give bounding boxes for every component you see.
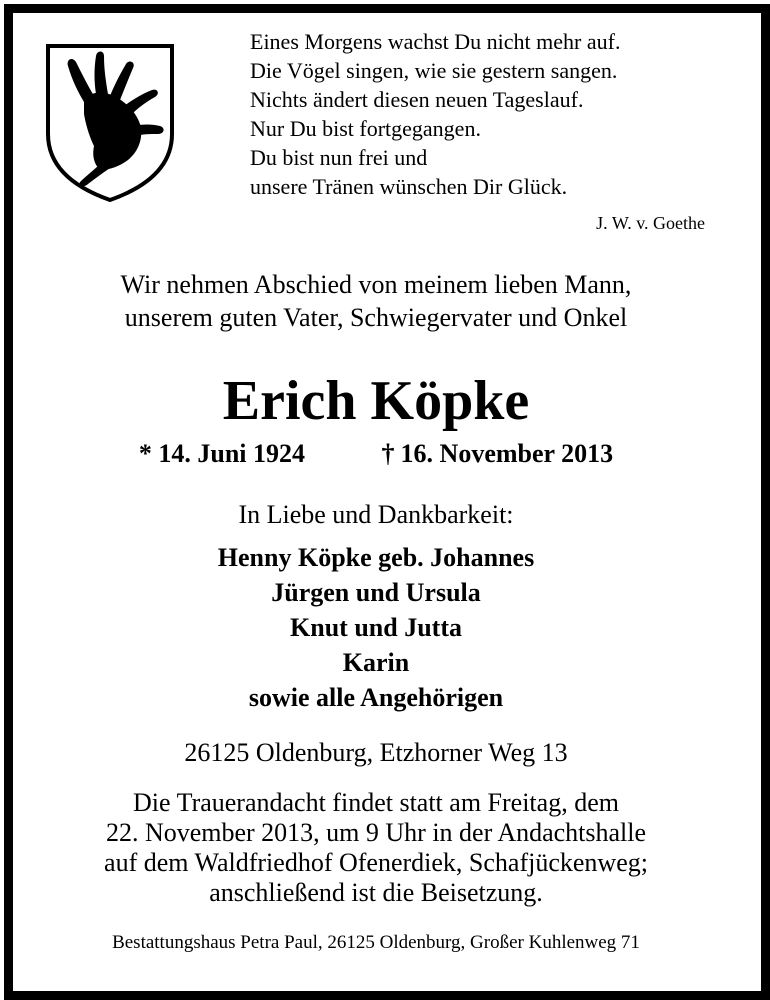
poem-author: J. W. v. Goethe (596, 213, 705, 233)
intro-line: Wir nehmen Abschied von meinem lieben Mann, (120, 270, 632, 299)
poem-line: Du bist nun frei und (250, 145, 428, 170)
poem-line: unsere Tränen wünschen Dir Glück. (250, 174, 568, 199)
mourner-name: Karin (342, 648, 410, 677)
service-line: auf dem Waldfriedhof Ofenerdiek, Schafjückenweg; (104, 848, 648, 877)
mourner-name: sowie alle Angehörigen (248, 683, 504, 712)
mourners-list (0, 540, 752, 715)
life-dates (0, 438, 752, 470)
poem-line: Eines Morgens wachst Du nicht mehr auf. (250, 29, 621, 54)
deceased-name: Erich Köpke (222, 370, 530, 432)
farewell-intro (0, 268, 752, 334)
service-info (0, 788, 752, 908)
cross-icon: † (381, 439, 395, 468)
service-line: 22. November 2013, um 9 Uhr in der Andachtshalle (105, 818, 647, 847)
poem-line: Nur Du bist fortgegangen. (250, 116, 481, 141)
crest-logo (44, 42, 176, 204)
death-date: 16. November 2013 (400, 439, 614, 468)
poem-line: Nichts ändert diesen neuen Tageslauf. (250, 87, 584, 112)
service-line: anschließend ist die Beisetzung. (209, 878, 543, 907)
hand-shield-icon (44, 42, 176, 204)
gratitude-line: In Liebe und Dankbarkeit: (238, 500, 514, 529)
mourner-name: Jürgen und Ursula (271, 578, 481, 607)
mourner-name: Knut und Jutta (290, 613, 462, 642)
intro-line: unserem guten Vater, Schwiegervater und Onkel (124, 303, 628, 332)
mourner-name: Henny Köpke geb. Johannes (217, 543, 535, 572)
death-date-group (382, 438, 614, 470)
family-address: 26125 Oldenburg, Etzhorner Weg 13 (184, 738, 568, 767)
service-line: Die Trauerandacht findet statt am Freitag, dem (133, 788, 619, 817)
funeral-home-footer: Bestattungshaus Petra Paul, 26125 Oldenburg, Großer Kuhlenweg 71 (112, 932, 640, 953)
poem (250, 27, 720, 201)
birth-date: * 14. Juni 1924 (138, 439, 306, 468)
poem-line: Die Vögel singen, wie sie gestern sangen. (250, 58, 618, 83)
